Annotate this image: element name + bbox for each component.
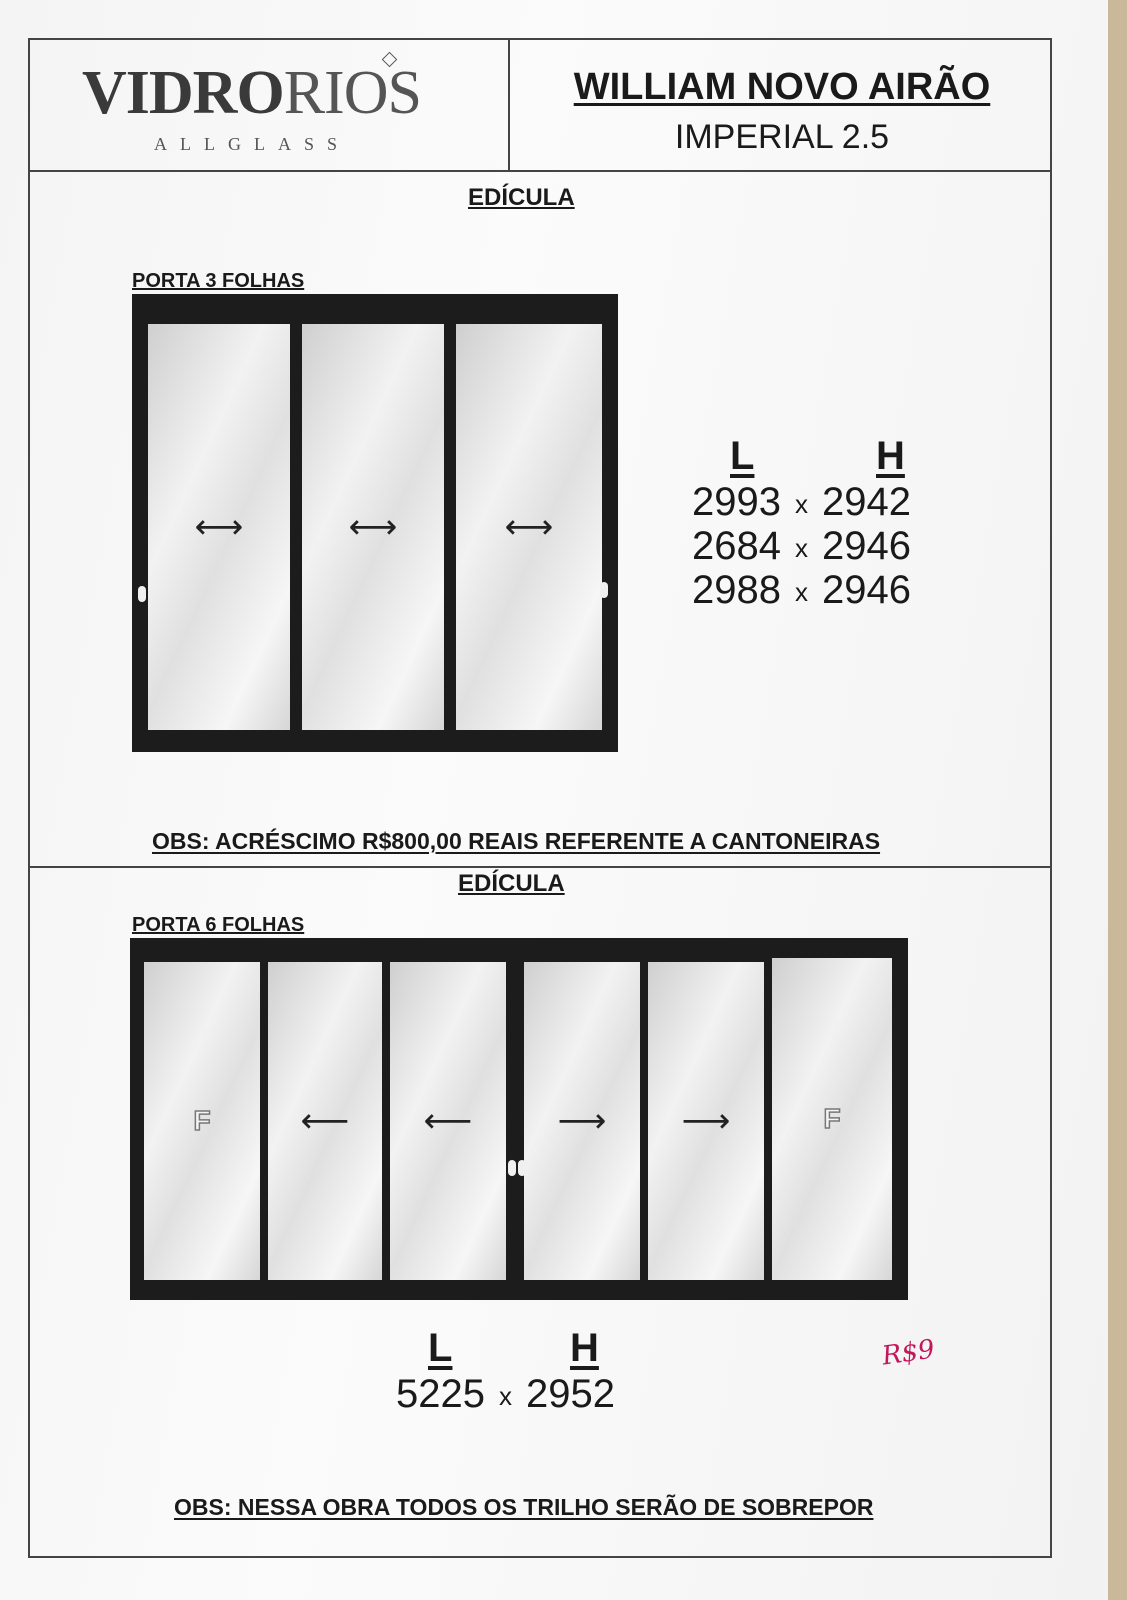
door2-panel-6 — [772, 958, 892, 1280]
dim-width: 5225 — [396, 1372, 485, 1416]
door2-panel-4 — [524, 962, 640, 1280]
section2-dim-row — [396, 1372, 615, 1417]
quote-sheet — [28, 38, 1052, 1558]
handle-right — [600, 582, 608, 598]
header — [30, 40, 1050, 172]
door1-panel-3 — [456, 324, 602, 730]
product-model: IMPERIAL 2.5 — [674, 118, 890, 156]
slide-left-arrow-icon: ⟵ — [423, 1102, 473, 1140]
company-logo — [82, 59, 482, 162]
slide-both-arrow-icon: ⟷ — [348, 508, 398, 546]
door2-panel-3 — [390, 962, 506, 1280]
dim-height: 2942 — [821, 480, 911, 524]
handwritten-note: R$9 — [880, 1334, 937, 1372]
dim-height: 2952 — [525, 1372, 615, 1416]
section2-title: EDÍCULA — [458, 870, 565, 897]
door-3-leaves — [132, 294, 618, 752]
dim-separator: x — [794, 576, 808, 607]
door1-panel-2 — [302, 324, 444, 730]
section1-title: EDÍCULA — [468, 184, 575, 211]
logo-subtitle: ALLGLASS — [154, 134, 351, 154]
dim-height: 2946 — [821, 568, 911, 612]
slide-right-arrow-icon: ⟶ — [557, 1102, 607, 1140]
section1-door-label: PORTA 3 FOLHAS — [132, 270, 305, 292]
logo-text-bold: VIDRO — [82, 59, 284, 127]
section1-observation: OBS: ACRÉSCIMO R$800,00 REAIS REFERENTE A CANTONEIRAS — [152, 828, 881, 854]
dim-row-2 — [692, 524, 911, 569]
dim-width: 2993 — [692, 480, 781, 524]
door-6-leaves — [130, 938, 908, 1300]
section-divider — [30, 866, 1050, 868]
handle-left — [138, 586, 146, 602]
dim-l-header: L — [730, 434, 755, 478]
dim-separator: x — [794, 488, 808, 519]
dim-row-1 — [692, 480, 911, 525]
handle-center-right — [518, 1160, 526, 1176]
dim-separator: x — [498, 1380, 512, 1411]
dim-separator: x — [794, 532, 808, 563]
door2-panel-2 — [268, 962, 382, 1280]
slide-left-arrow-icon: ⟵ — [300, 1102, 350, 1140]
door1-panel-1 — [148, 324, 290, 730]
dim-h-header: H — [876, 434, 905, 478]
dim-row-3 — [692, 568, 911, 613]
dim-h-header: H — [570, 1326, 599, 1370]
handle-center-left — [508, 1160, 516, 1176]
section2-observation: OBS: NESSA OBRA TODOS OS TRILHO SERÃO DE SOBREPOR — [174, 1494, 874, 1520]
dim-width: 2988 — [692, 568, 781, 612]
fixed-panel-mark: F — [193, 1105, 211, 1136]
dim-l-header: L — [428, 1326, 453, 1370]
fixed-panel-mark: F — [823, 1103, 841, 1134]
door2-panel-1 — [144, 962, 260, 1280]
slide-both-arrow-icon: ⟷ — [504, 508, 554, 546]
section2-door-label: PORTA 6 FOLHAS — [132, 914, 305, 936]
slide-right-arrow-icon: ⟶ — [681, 1102, 731, 1140]
dim-width: 2684 — [692, 524, 781, 568]
client-name: WILLIAM NOVO AIRÃO — [573, 66, 991, 108]
dim-height: 2946 — [821, 524, 911, 568]
slide-both-arrow-icon: ⟷ — [194, 508, 244, 546]
door2-panel-5 — [648, 962, 764, 1280]
logo-text-thin: RIOS — [283, 59, 421, 127]
